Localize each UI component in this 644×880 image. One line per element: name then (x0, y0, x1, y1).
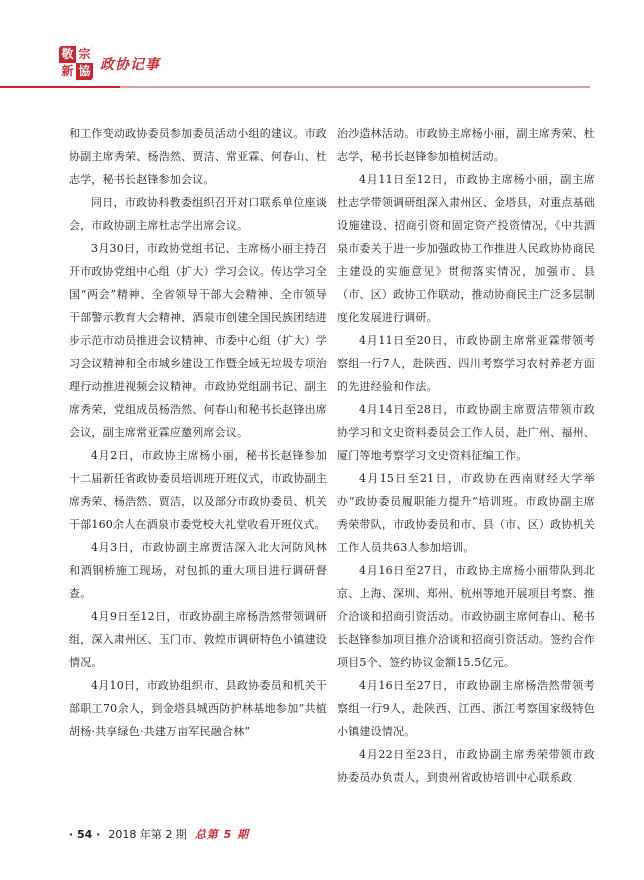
logo-char: 宗 (76, 46, 93, 63)
left-column (69, 122, 327, 743)
paragraph: 和工作变动政协委员参加委员活动小组的建议。市政协副主席秀荣、杨浩然、贾洁、常亚霖、何春山、杜志学，秘书长赵锋参加会议。 (69, 127, 327, 186)
paragraph: 4月15日至21日，市政协在西南财经大学举办“政协委员履职能力提升”培训班。市政协副主席秀荣带队，市政协委员和市、县（市、区）政协机关工作人员共63人参加培训。 (337, 472, 595, 554)
page-number: · 54 · (69, 827, 101, 841)
paragraph: 4月11日至12日，市政协主席杨小丽，副主席杜志学带领调研组深入肃州区、金塔县，对重点基础设施建设、招商引资和固定资产投资情况，《中共酒泉市委关于进一步加强政协工作推进人民政协协商民主建设的实施意见》贯彻落实情况，加强市、县（市、区）政协工作联动，推动协商民主广泛多层制度化发展进行调研。 (337, 173, 595, 324)
section-title: 政协记事 (100, 57, 160, 73)
logo-char: 協 (78, 64, 91, 78)
page-footer (69, 826, 249, 842)
paragraph: 4月10日，市政协组织市、县政协委员和机关干部职工70余人，到金塔县城西防护林基地参加“共植胡杨·共享绿色·共建万亩军民融合林” (69, 679, 327, 738)
logo-char: 新 (59, 63, 76, 80)
paragraph: 4月2日，市政协主席杨小丽，秘书长赵锋参加十二届新任省政协委员培训班开班仪式，市政协副主席秀荣、杨浩然、贾洁，以及部分市政协委员、机关干部160余人在酒泉市委党校大礼堂收看开班仪式。 (69, 449, 327, 531)
paragraph: 治沙造林活动。市政协主席杨小丽，副主席秀荣、杜志学，秘书长赵锋参加植树活动。 (337, 127, 595, 163)
page-header (0, 0, 644, 100)
paragraph: 4月16日至27日，市政协副主席杨浩然带领考察组一行9人，赴陕西、江西、浙江考察国家级特色小镇建设情况。 (337, 679, 595, 738)
paragraph: 4月11日至20日，市政协副主席常亚霖带领考察组一行7人，赴陕西、四川考察学习农村养老方面的先进经验和作法。 (337, 334, 595, 393)
issue-label: 2018 年第 2 期 (108, 828, 187, 841)
header-divider (0, 86, 590, 88)
issue-total-label: 总第 5 期 (194, 828, 250, 841)
paragraph: 同日，市政协科教委组织召开对口联系单位座谈会，市政协副主席杜志学出席会议。 (69, 196, 327, 232)
logo-char: 敬 (61, 47, 74, 61)
paragraph: 4月9日至12日，市政协副主席杨浩然带领调研组，深入肃州区、玉门市、敦煌市调研特色小镇建设情况。 (69, 610, 327, 669)
paragraph: 4月14日至28日，市政协副主席贾洁带领市政协学习和文史资料委员会工作人员，赴广州、福州、厦门等地考察学习文史资料征编工作。 (337, 403, 595, 462)
paragraph: 3月30日，市政协党组书记、主席杨小丽主持召开市政协党组中心组（扩大）学习会议。传达学习全国“两会”精神、全省领导干部大会精神、全市领导干部警示教育大会精神、酒泉市创建全国民族团结进步示范市动员推进会议精神、市委中心组（扩大）学习会议精神和全市城乡建设工作暨全域无垃圾专项治理行动推进视频会议精神。市政协党组副书记、副主席秀荣，党组成员杨浩然、何春山和秘书长赵锋出席会议，副主席常亚霖应邀列席会议。 (69, 242, 327, 439)
paragraph: 4月3日，市政协副主席贾洁深入北大河防风林和酒钢桥施工现场，对包抓的重大项目进行调研督查。 (69, 541, 327, 600)
right-column (337, 122, 595, 789)
paragraph: 4月16日至27日，市政协主席杨小丽带队到北京、上海、深圳、郑州、杭州等地开展项目考察、推介洽谈和招商引资活动。市政协副主席何春山、秘书长赵锋参加项目推介洽谈和招商引资活动。签约合作项目5个、签约协议金额15.5亿元。 (337, 564, 595, 669)
magazine-logo (59, 46, 93, 80)
paragraph: 4月22日至23日，市政协副主席秀荣带领市政协委员办负责人，到贵州省政协培训中心联系政 (337, 748, 595, 784)
